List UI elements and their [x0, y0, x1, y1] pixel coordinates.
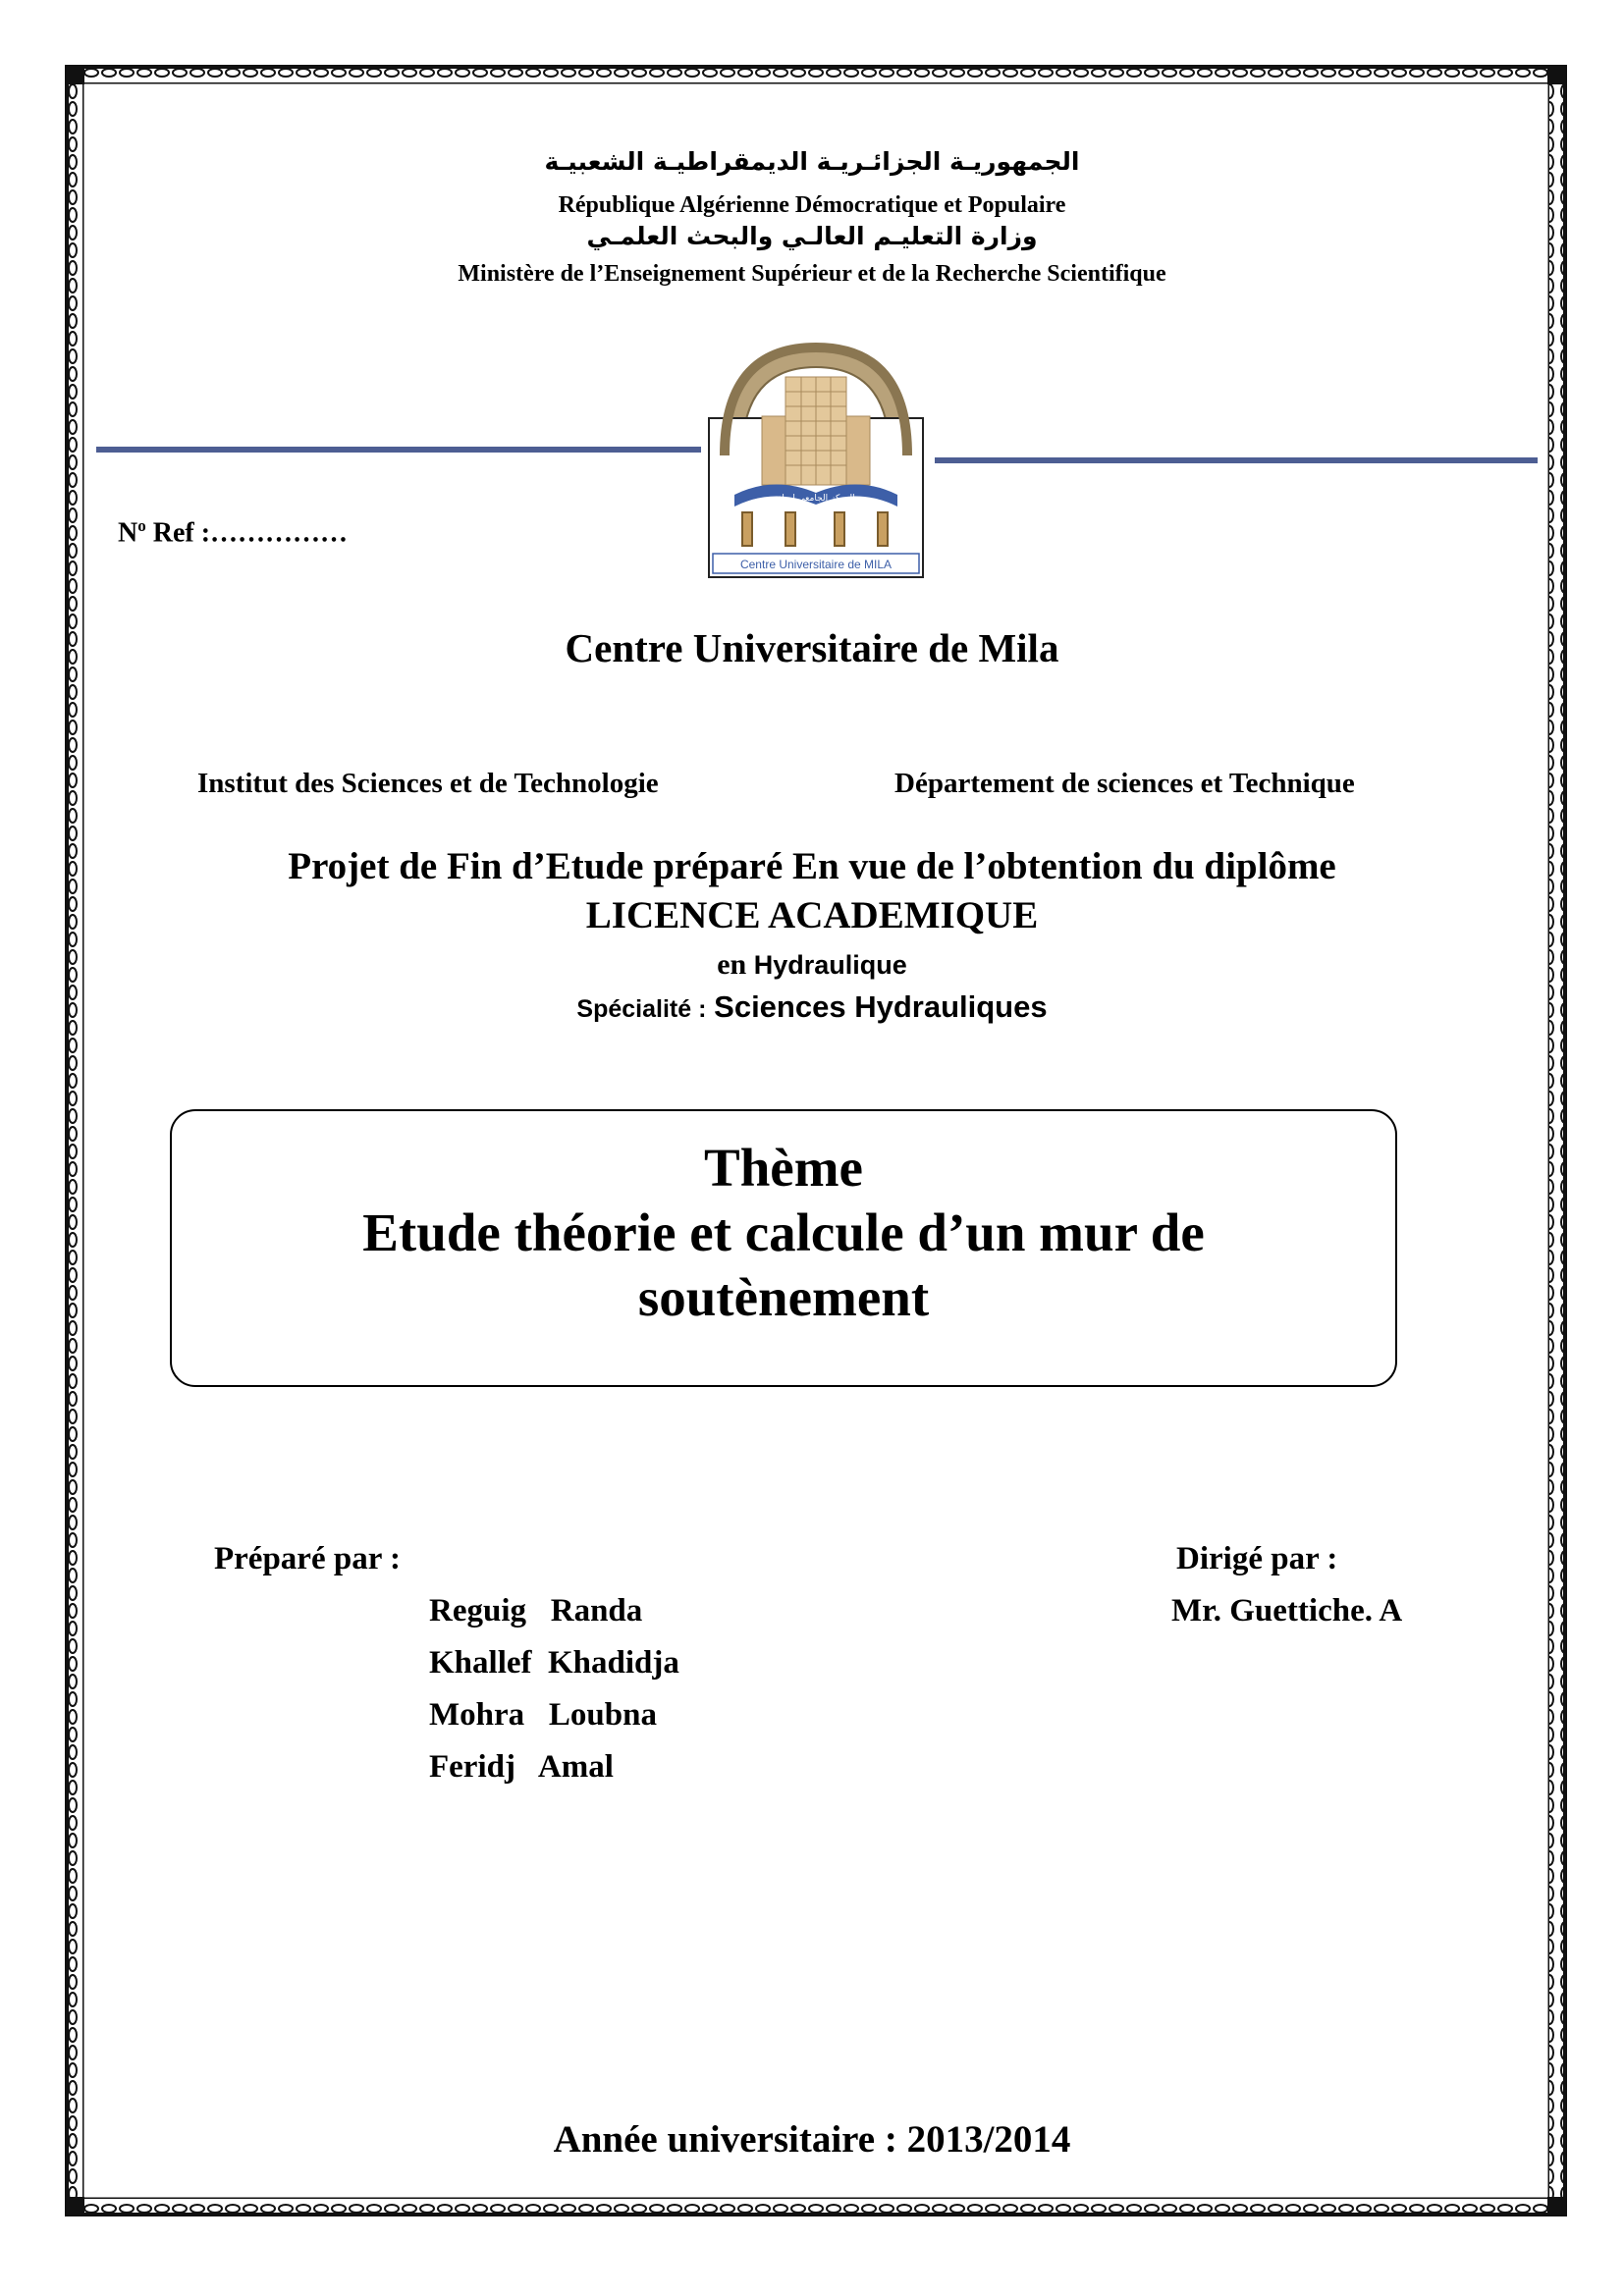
svg-text:Centre Universitaire de MILA: Centre Universitaire de MILA — [739, 558, 893, 571]
directed-by-label: Dirigé par : — [1176, 1541, 1338, 1576]
republic-french: République Algérienne Démocratique et Populaire — [558, 192, 1066, 218]
author-3: Mohra Loubna — [429, 1697, 657, 1733]
header-rule-left — [96, 447, 701, 453]
theme-title-line1: Etude théorie et calcule d’un mur de — [362, 1202, 1205, 1262]
theme-title-line2: soutènement — [637, 1267, 930, 1327]
degree-title: LICENCE ACADEMIQUE — [585, 894, 1039, 936]
prepared-by-label: Préparé par : — [214, 1541, 401, 1576]
author-1: Reguig Randa — [429, 1593, 643, 1629]
university-logo — [705, 338, 927, 579]
ministry-arabic: وزارة التعليـم العالـي والبحث العلمـي — [586, 222, 1038, 250]
header-rule-right — [935, 457, 1538, 463]
department-name: Département de sciences et Technique — [894, 768, 1355, 799]
republic-arabic: الجمهوريـة الجزائـريـة الديمقراطيـة الشعبيـة — [544, 147, 1080, 176]
logo-emblem-icon — [705, 338, 927, 579]
reference-number: $N^o$ Ref :…………… — [118, 516, 349, 549]
theme-content — [170, 1136, 1397, 1330]
speciality-line: Spécialité : Sciences Hydrauliques — [576, 989, 1048, 1024]
institute-name: Institut des Sciences et de Technologie — [197, 768, 659, 799]
institution-name: Centre Universitaire de Mila — [565, 625, 1059, 670]
svg-text:المركز الجامعي لميلة: المركز الجامعي لميلة — [777, 494, 855, 504]
project-line: Projet de Fin d’Etude préparé En vue de l’obtention du diplôme — [288, 845, 1336, 887]
author-4: Feridj Amal — [429, 1749, 614, 1785]
theme-label: Thème — [704, 1138, 863, 1198]
field-line: en Hydraulique — [717, 948, 907, 981]
academic-year: Année universitaire : 2013/2014 — [553, 2118, 1071, 2161]
author-2: Khallef Khadidja — [429, 1645, 679, 1681]
supervisor-name: Mr. Guettiche. A — [1171, 1593, 1403, 1629]
ministry-french: Ministère de l’Enseignement Supérieur et de la Recherche Scientifique — [458, 261, 1166, 287]
